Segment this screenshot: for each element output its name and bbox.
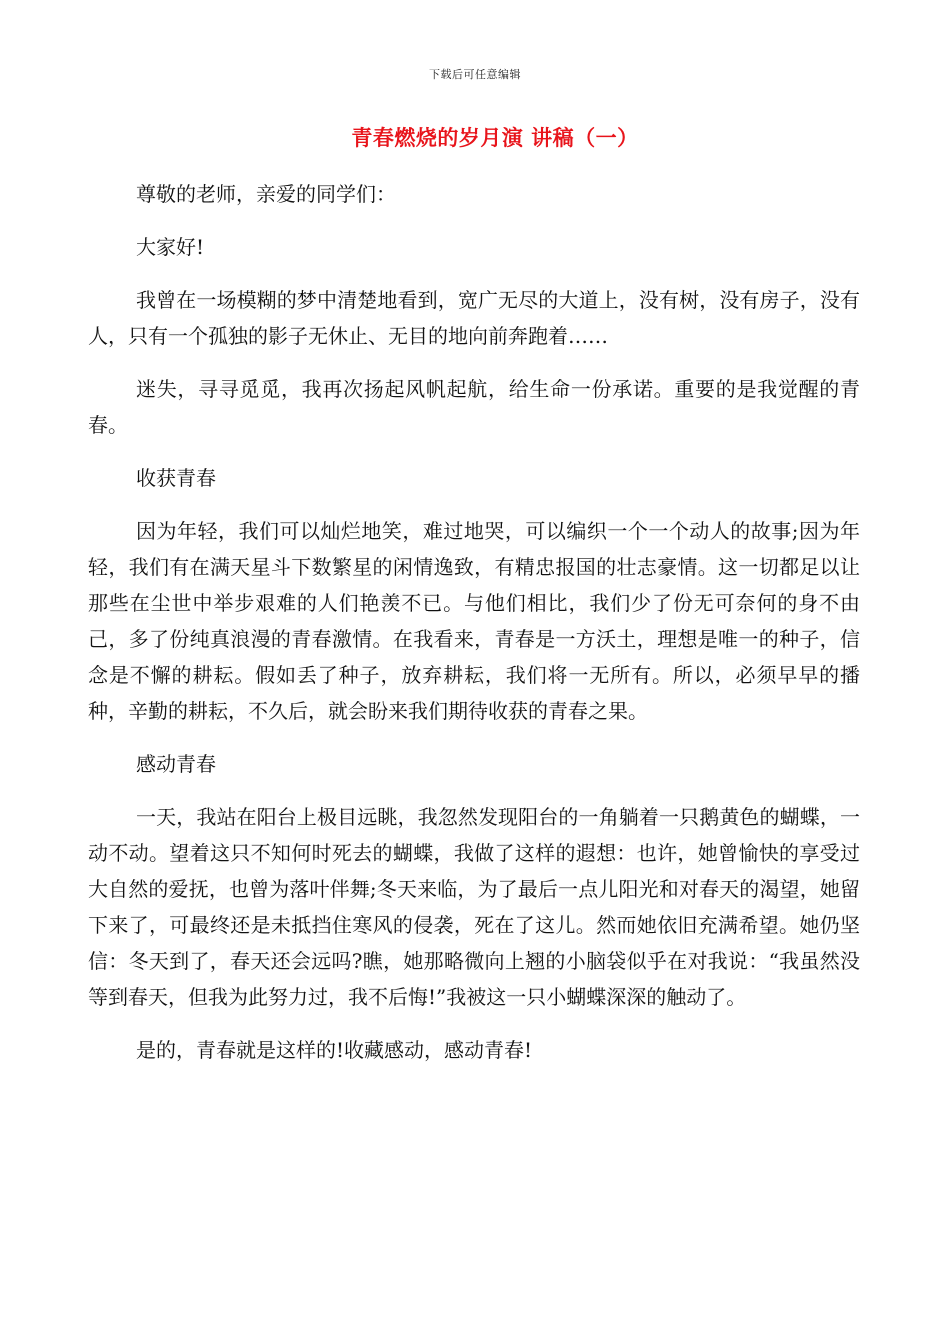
paragraph-dream: 我曾在一场模糊的梦中清楚地看到，宽广无尽的大道上，没有树，没有房子，没有人，只有一个孤独的影子无休止、无目的地向前奔跑着…… [88, 288, 860, 348]
header-note: 下载后可任意编辑 [429, 68, 521, 81]
paragraph-conclusion: 是的，青春就是这样的!收藏感动，感动青春! [136, 1038, 533, 1062]
section-heading-harvest: 收获青春 [136, 466, 216, 490]
document-body [88, 176, 860, 1085]
paragraph-butterfly: 一天，我站在阳台上极目远眺，我忽然发现阳台的一角躺着一只鹅黄色的蝴蝶，一动不动。望着这只不知何时死去的蝴蝶，我做了这样的遐想：也许，她曾愉快的享受过大自然的爱抚，也曾为落叶伴舞;冬天来临，为了最后一点儿阳光和对春天的渴望，她留下来了，可最终还是未抵挡住寒风的侵袭，死在了这儿。然而她依旧充满希望。她仍坚信：冬天到了，春天还会远吗?瞧，她那略微向上翘的小脑袋似乎在对我说：“我虽然没等到春天，但我为此努力过，我不后悔!”我被这一只小蝴蝶深深的触动了。 [88, 805, 860, 1009]
paragraph-greeting: 大家好! [136, 235, 205, 259]
section-heading-touched: 感动青春 [136, 752, 216, 776]
page-title: 青春燃烧的岁月演 讲稿（一） [351, 125, 639, 150]
paragraph-salutation: 尊敬的老师，亲爱的同学们： [136, 182, 396, 206]
paragraph-harvest: 因为年轻，我们可以灿烂地笑，难过地哭，可以编织一个一个动人的故事;因为年轻，我们有在满天星斗下数繁星的闲情逸致，有精忠报国的壮志豪情。这一切都足以让那些在尘世中举步艰难的人们艳羡不已。与他们相比，我们少了份无可奈何的身不由己，多了份纯真浪漫的青春激情。在我看来，青春是一方沃土，理想是唯一的种子，信念是不懈的耕耘。假如丢了种子，放弃耕耘，我们将一无所有。所以，必须早早的播种，辛勤的耕耘，不久后，就会盼来我们期待收获的青春之果。 [88, 519, 860, 723]
paragraph-awakening: 迷失，寻寻觅觅，我再次扬起风帆起航，给生命一份承诺。重要的是我觉醒的青春。 [88, 377, 860, 437]
